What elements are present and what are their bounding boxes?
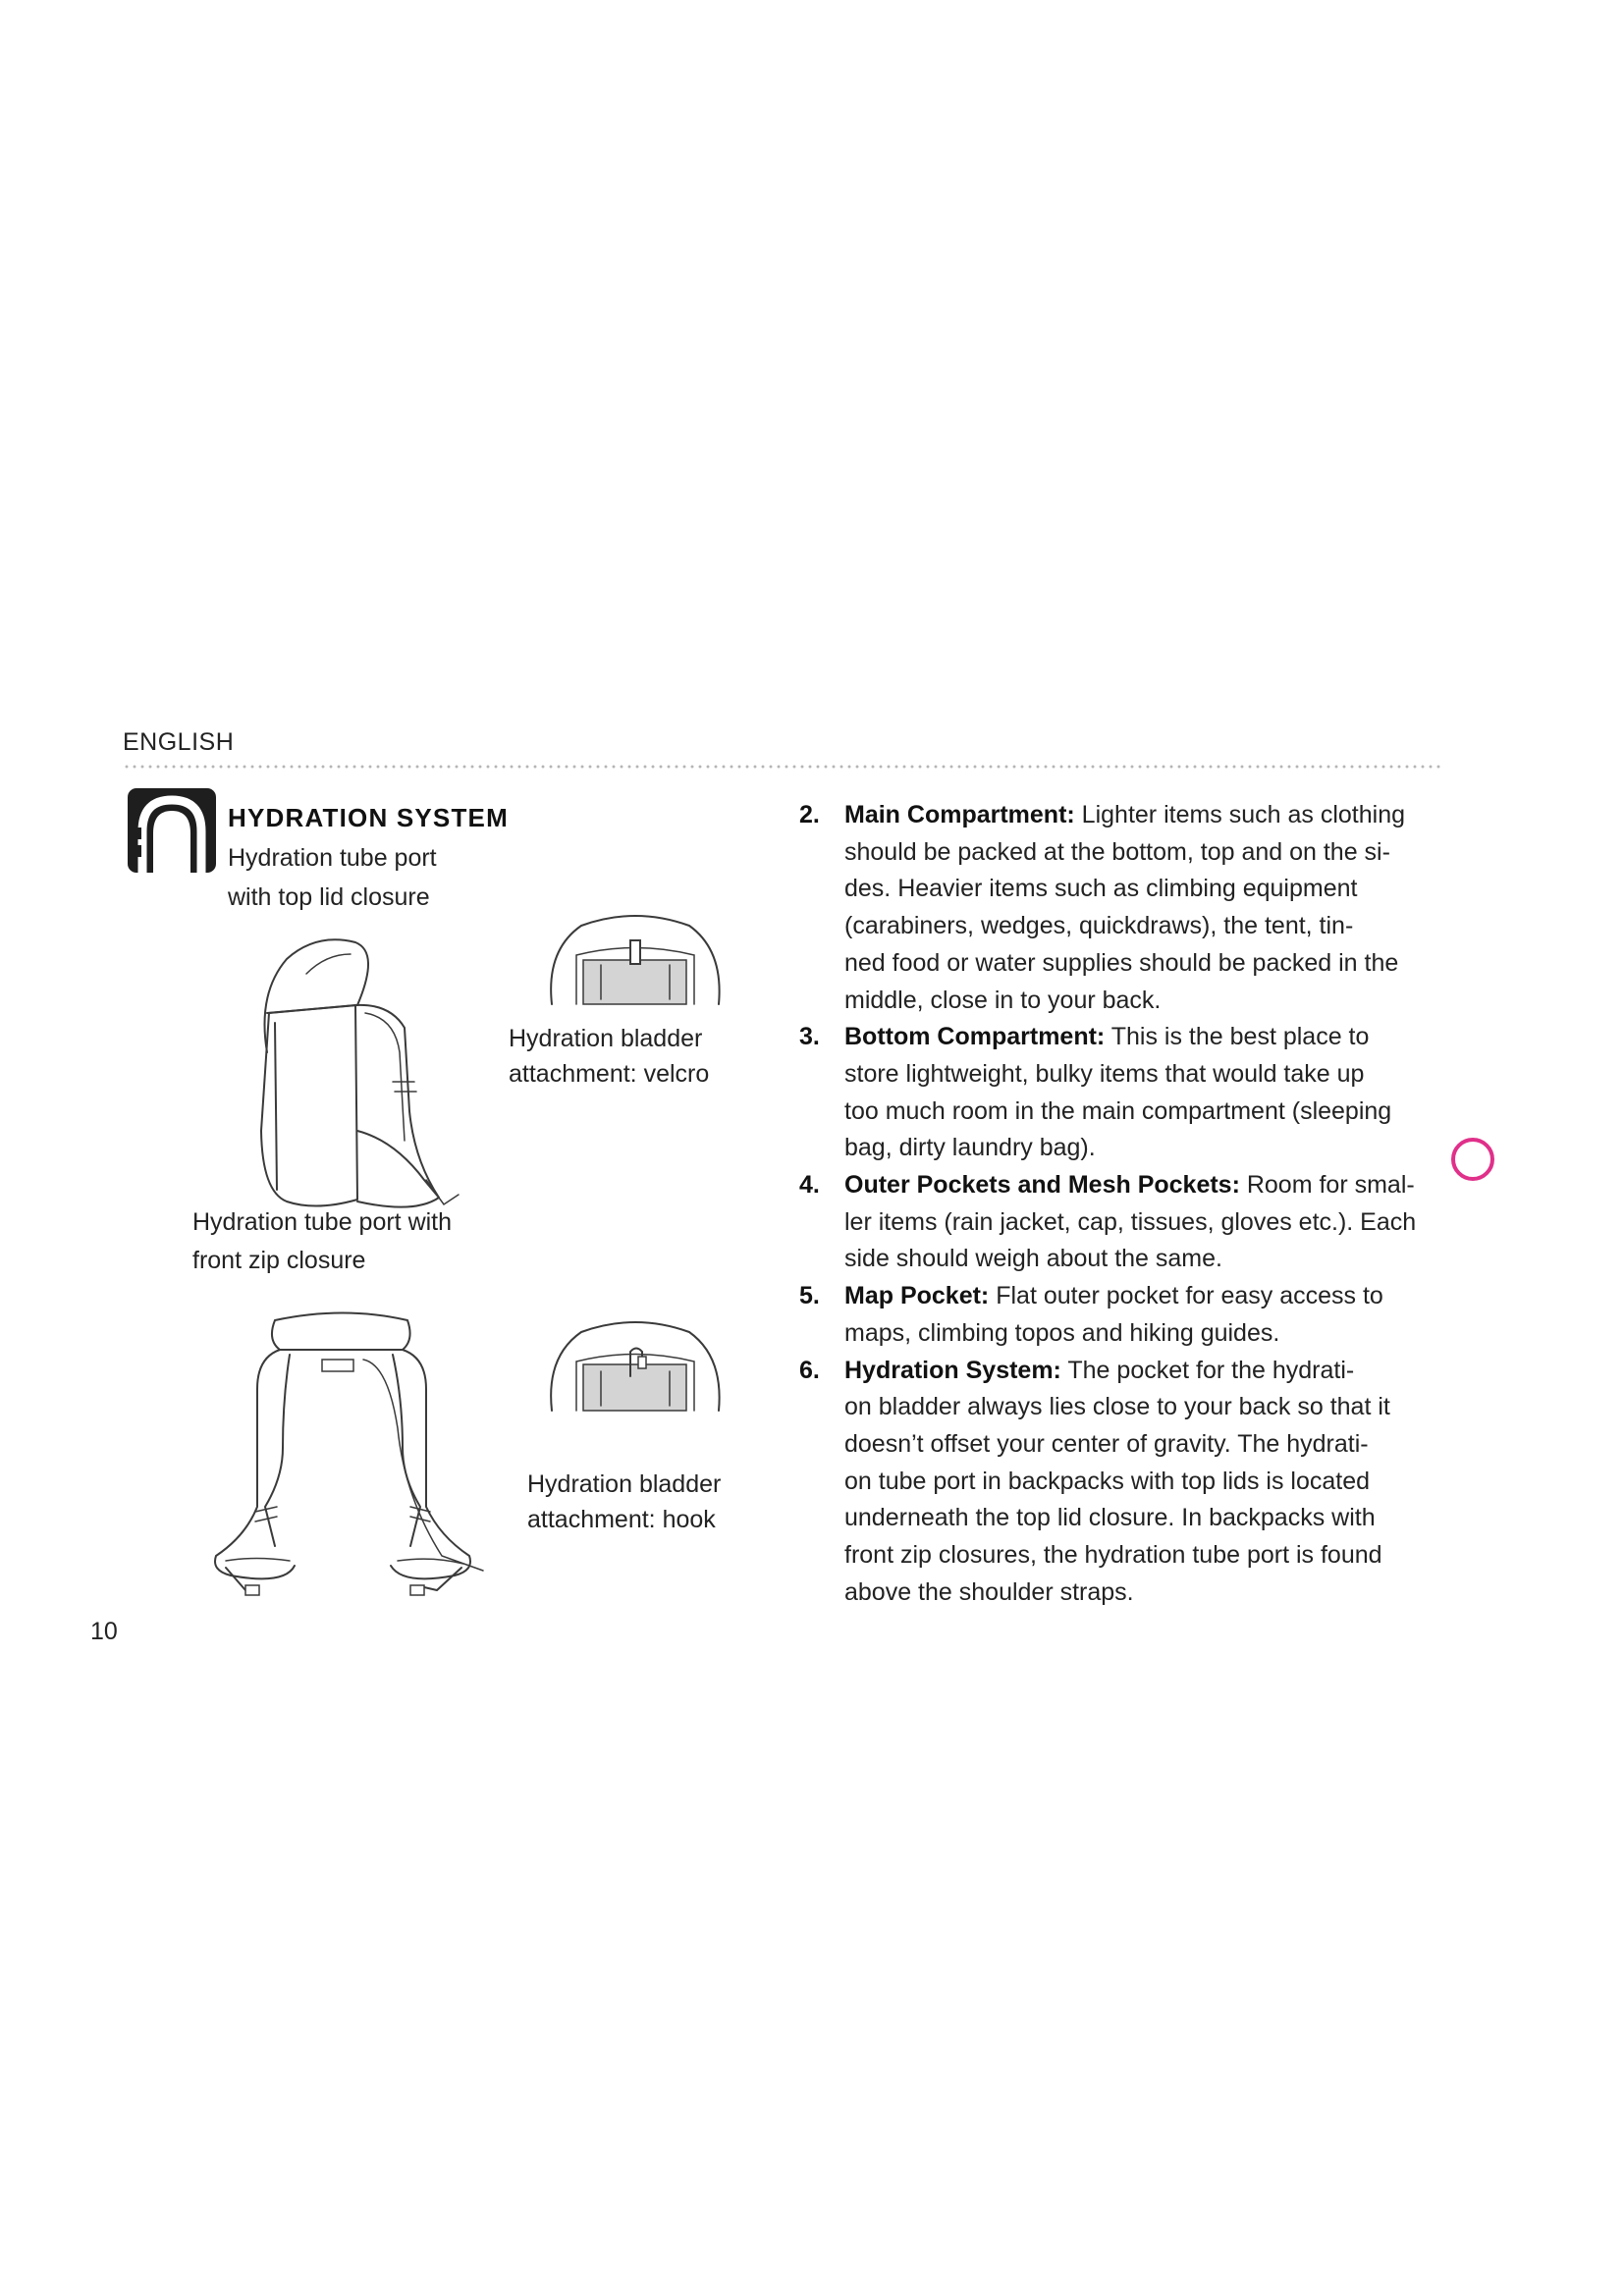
language-label: ENGLISH xyxy=(123,728,235,756)
list-item-text: Lighter items such as clothing xyxy=(1074,801,1406,828)
list-item-text: des. Heavier items such as climbing equipment xyxy=(844,875,1358,903)
list-item-text: on bladder always lies close to your back so that it xyxy=(844,1393,1390,1421)
section-subtitle-line: with top lid closure xyxy=(228,883,430,911)
caption-line: Hydration bladder xyxy=(509,1025,703,1052)
list-item-text: Flat outer pocket for easy access to xyxy=(989,1282,1383,1310)
list-item-term: Bottom Compartment: xyxy=(844,1023,1106,1051)
list-item-text: ned food or water supplies should be packed in the xyxy=(844,948,1399,977)
list-item-number: 3. xyxy=(799,1023,820,1051)
list-item xyxy=(797,1353,1445,1612)
list-item-text: too much room in the main compartment (sleeping xyxy=(844,1096,1392,1125)
list-item-term: Hydration System: xyxy=(844,1356,1061,1384)
list-item-text: middle, close in to your back. xyxy=(844,986,1162,1014)
list-item-text: front zip closures, the hydration tube port is found xyxy=(844,1541,1382,1570)
caption-bladder-hook xyxy=(527,1467,721,1537)
caption-line: attachment: hook xyxy=(527,1506,716,1533)
list-item-text: store lightweight, bulky items that would take up xyxy=(844,1059,1365,1088)
caption-line: Hydration tube port with xyxy=(192,1208,453,1236)
list-item-term: Map Pocket: xyxy=(844,1282,990,1310)
list-item-text: This is the best place to xyxy=(1105,1023,1370,1051)
list-item-text: (carabiners, wedges, quickdraws), the tent, tin- xyxy=(844,912,1354,940)
backpack-back-illustration xyxy=(196,1310,491,1605)
list-item-term: Outer Pockets and Mesh Pockets: xyxy=(844,1171,1240,1200)
caption-bladder-velcro xyxy=(509,1021,709,1092)
bladder-hook-illustration xyxy=(542,1317,729,1415)
bladder-velcro-illustration xyxy=(542,911,729,1009)
list-item-text: should be packed at the bottom, top and on the si- xyxy=(844,837,1390,866)
section-title: HYDRATION SYSTEM xyxy=(228,803,509,832)
list-item-number: 6. xyxy=(799,1356,820,1384)
list-item-text: doesn’t offset your center of gravity. The hydrati- xyxy=(844,1429,1369,1458)
list-item-term: Main Compartment: xyxy=(844,801,1075,828)
section-subtitle-line: Hydration tube port xyxy=(228,844,437,872)
caption-line: attachment: velcro xyxy=(509,1060,710,1088)
list-item-text: ler items (rain jacket, cap, tissues, gloves etc.). Each xyxy=(844,1207,1417,1236)
hydration-arch-icon xyxy=(128,788,216,873)
caption-line: Hydration bladder xyxy=(527,1470,722,1498)
list-item xyxy=(797,797,1445,1019)
list-item-text: side should weigh about the same. xyxy=(844,1245,1222,1273)
caption-front-zip-port xyxy=(192,1203,452,1280)
list-item xyxy=(797,1278,1445,1352)
caption-line: front zip closure xyxy=(192,1247,366,1274)
section-subtitle xyxy=(228,838,552,917)
list-item-text: above the shoulder straps. xyxy=(844,1577,1134,1606)
list-item xyxy=(797,1019,1445,1167)
list-item-number: 2. xyxy=(799,801,820,828)
list-item-text: bag, dirty laundry bag). xyxy=(844,1134,1096,1162)
list-item-text: maps, climbing topos and hiking guides. xyxy=(844,1318,1280,1347)
dotted-divider xyxy=(123,765,1443,769)
backpack-side-illustration xyxy=(247,934,498,1219)
list-item-number: 5. xyxy=(799,1282,820,1310)
list-item-number: 4. xyxy=(799,1171,820,1200)
annotation-circle xyxy=(1451,1138,1494,1181)
packing-list xyxy=(797,797,1445,1611)
list-item-text: on tube port in backpacks with top lids is located xyxy=(844,1467,1371,1495)
list-item-text: Room for smal- xyxy=(1239,1171,1415,1200)
list-item-text: underneath the top lid closure. In backpacks with xyxy=(844,1504,1376,1532)
list-item-text: The pocket for the hydrati- xyxy=(1060,1356,1355,1384)
list-item xyxy=(797,1167,1445,1278)
page-number: 10 xyxy=(90,1618,118,1645)
